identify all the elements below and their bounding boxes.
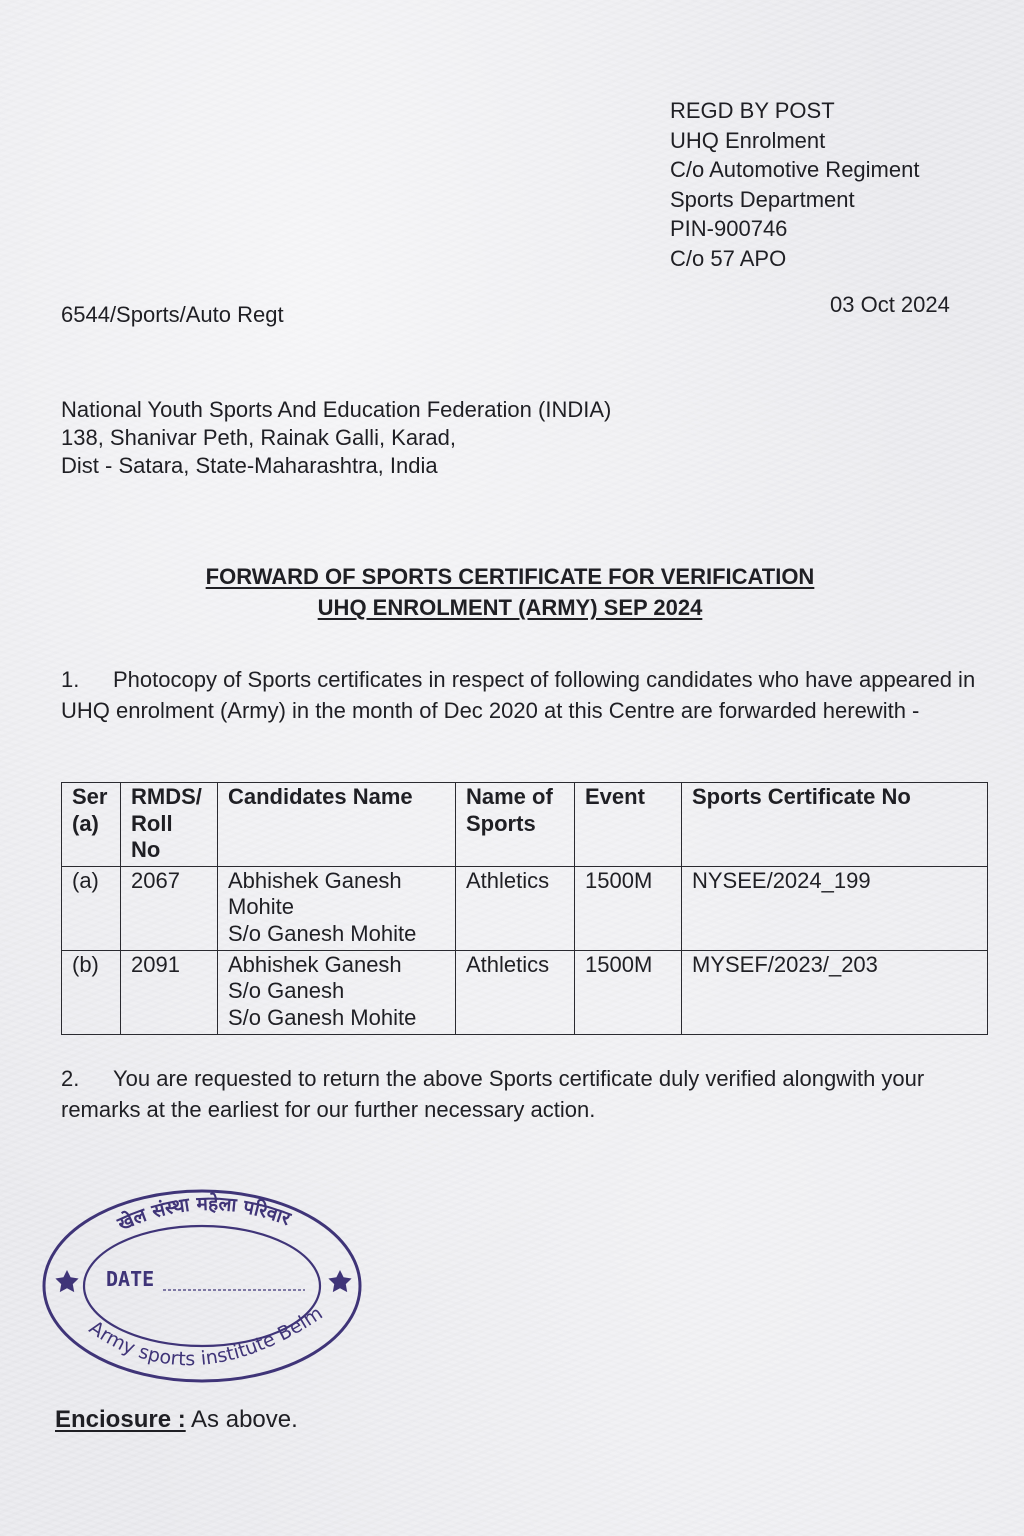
table-header-row	[62, 783, 988, 867]
header-event: Event	[575, 783, 682, 867]
stamp-bottom-text: Army sports institute Belm	[85, 1302, 327, 1371]
header-sport: Name of Sports	[456, 783, 575, 867]
stamp-top-text: खेल संस्था महेला परिवार	[114, 1192, 294, 1236]
subject-line-2: UHQ ENROLMENT (ARMY) SEP 2024	[317, 595, 703, 620]
cell-sport: Athletics	[456, 950, 575, 1034]
cell-roll: 2091	[121, 950, 218, 1034]
rubber-stamp	[40, 1186, 365, 1391]
cell-event: 1500M	[575, 866, 682, 950]
header-certificate-no: Sports Certificate No	[682, 783, 988, 867]
recipient-line: Dist - Satara, State-Maharashtra, India	[61, 453, 438, 478]
enclosure-label: Enciosure :	[55, 1406, 186, 1433]
sender-line: UHQ Enrolment	[670, 127, 826, 153]
cell-certificate: MYSEF/2023/_203	[682, 950, 988, 1034]
svg-text:Army sports institute Belm	[85, 1302, 326, 1370]
table-row	[62, 950, 988, 1034]
paragraph-text: You are requested to return the above Sports certificate duly verified alongwith your remarks at the earliest for our further necessary action.	[61, 1066, 925, 1122]
letter-date: 03 Oct 2024	[830, 292, 950, 317]
subject-heading	[0, 561, 1020, 623]
stamp-date-label: DATE	[106, 1267, 155, 1291]
cell-certificate: NYSEE/2024_199	[682, 866, 988, 950]
star-left-icon	[55, 1270, 78, 1292]
cell-event: 1500M	[575, 950, 682, 1034]
sender-line: REGD BY POST	[670, 98, 835, 123]
recipient-line: National Youth Sports And Education Federation (INDIA)	[61, 397, 612, 422]
header-candidate-name: Candidates Name	[218, 783, 456, 867]
recipient-line: 138, Shanivar Peth, Rainak Galli, Karad,	[61, 425, 457, 450]
sender-line: PIN-900746	[670, 216, 788, 241]
header-ser: Ser (a)	[62, 783, 121, 867]
paragraph-1	[61, 664, 991, 726]
header-roll-no: RMDS/ Roll No	[121, 783, 218, 867]
paragraph-number: 1.	[61, 667, 80, 692]
cell-name: Abhishek Ganesh Mohite S/o Ganesh Mohite	[218, 866, 456, 950]
paragraph-2	[61, 1063, 991, 1125]
sender-line: C/o 57 APO	[670, 245, 787, 271]
recipient-address-block	[61, 396, 611, 480]
cell-name: Abhishek Ganesh S/o Ganesh S/o Ganesh Mohite	[218, 950, 456, 1034]
table-row	[62, 866, 988, 950]
paragraph-text: Photocopy of Sports certificates in respect of following candidates who have appeared in UHQ enrolment (Army) in the month of Dec 2020 at this Centre are forwarded herewith -	[61, 667, 976, 723]
cell-sport: Athletics	[456, 866, 575, 950]
reference-number: 6544/Sports/Auto Regt	[61, 302, 284, 327]
cell-ser: (a)	[62, 866, 121, 950]
subject-line-1: FORWARD OF SPORTS CERTIFICATE FOR VERIFICATION	[205, 564, 815, 589]
enclosure-line	[55, 1406, 298, 1434]
candidates-table	[61, 782, 988, 1035]
sender-line: Sports Department	[670, 186, 855, 212]
paragraph-number: 2.	[61, 1066, 80, 1091]
cell-ser: (b)	[62, 950, 121, 1034]
sender-line: C/o Automotive Regiment	[670, 157, 920, 182]
star-right-icon	[328, 1270, 351, 1292]
cell-roll: 2067	[121, 866, 218, 950]
sender-address-block	[670, 96, 919, 273]
enclosure-value: As above.	[191, 1406, 298, 1433]
